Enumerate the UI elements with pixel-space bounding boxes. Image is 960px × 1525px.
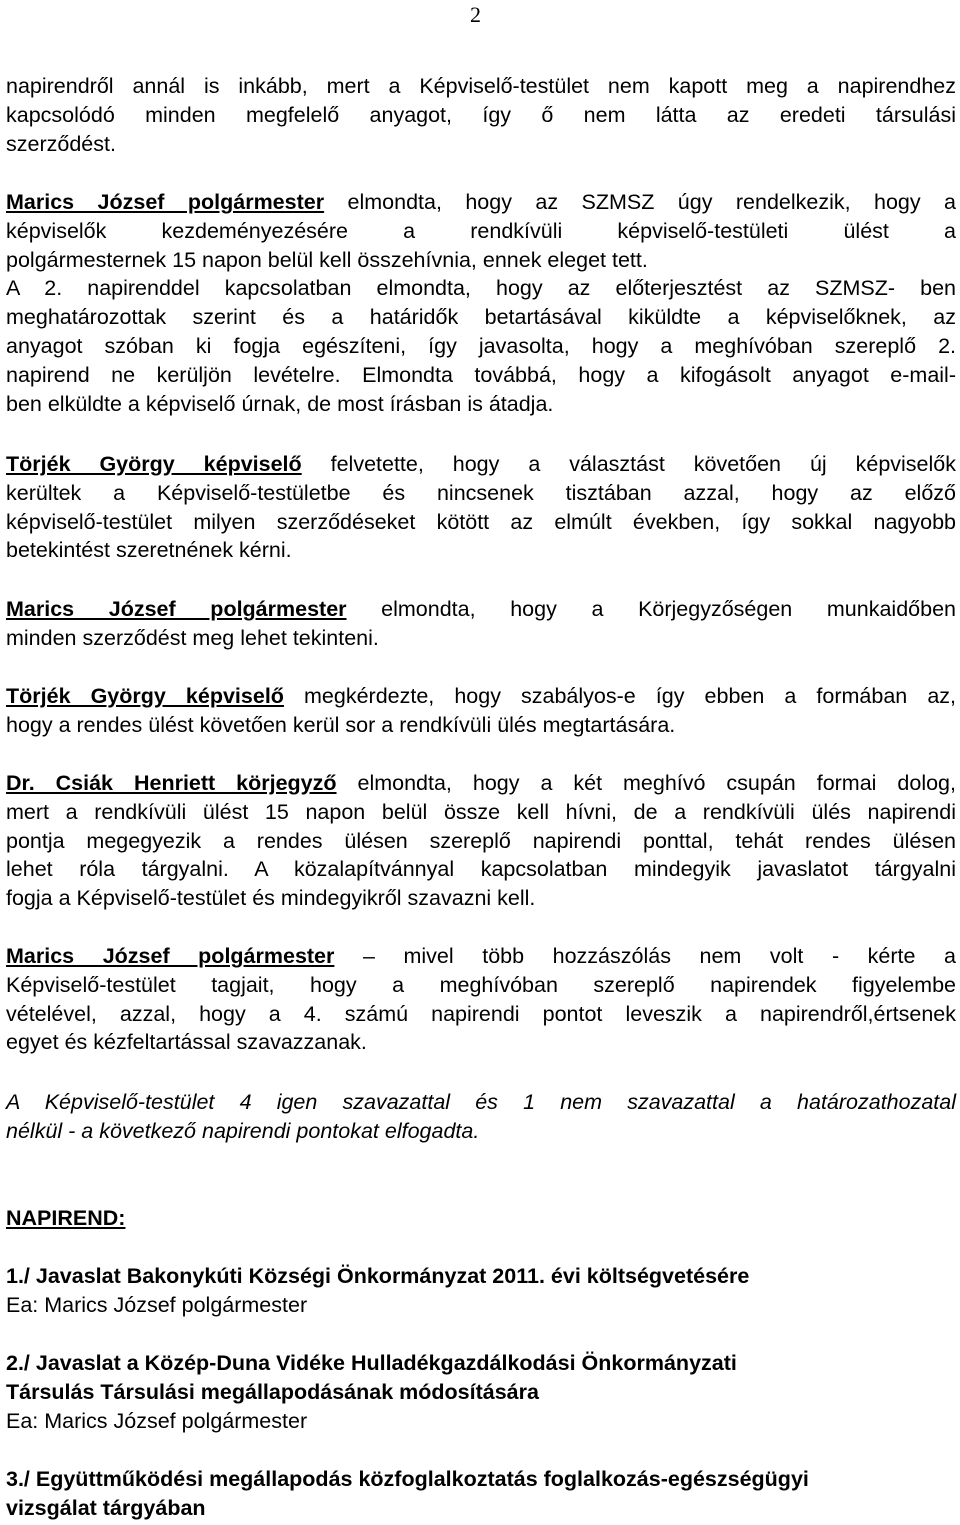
text-line: mert a rendkívüli ülést 15 napon belül össze kell hívni, de a rendkívüli ülés napirendi <box>6 799 956 824</box>
text-line <box>6 450 956 479</box>
agenda-item-title: 1./ Javaslat Bakonykúti Községi Önkormányzat 2011. évi költségvetésére <box>6 1264 750 1288</box>
speaker-name: Dr. Csiák Henriett körjegyző <box>6 771 337 795</box>
paragraph-torjek-1 <box>6 450 956 565</box>
speaker-name: Törjék György képviselő <box>6 684 284 708</box>
speaker-name: Marics József polgármester <box>6 190 325 214</box>
text-line <box>6 769 956 798</box>
text-line: nélkül - a következő napirendi pontokat elfogadta. <box>6 1118 480 1143</box>
agenda-item <box>6 1465 956 1523</box>
paragraph-notary <box>6 769 956 913</box>
text-line <box>6 942 956 971</box>
agenda-item-title: 2./ Javaslat a Közép-Duna Vidéke Hulladékgazdálkodási Önkormányzati <box>6 1351 737 1375</box>
text-line: fogja a Képviselő-testület és mindegyikről szavazni kell. <box>6 886 536 911</box>
agenda-item-title: vizsgálat tárgyában <box>6 1495 206 1520</box>
agenda-item <box>6 1262 956 1320</box>
text-line: lehet róla tárgyalni. A közalapítvánnyal kapcsolatban mindegyik javaslatot tárgyalni <box>6 857 956 882</box>
text-segment: elmondta, hogy a Körjegyzőségen munkaidőben <box>346 597 956 621</box>
text-line: szerződést. <box>6 131 116 156</box>
text-line: minden szerződést meg lehet tekinteni. <box>6 625 379 650</box>
paragraph-continuation <box>6 72 956 158</box>
text-line: napirend ne kerüljön levételre. Elmondta továbbá, hogy a kifogásolt anyagot e-mail- <box>6 362 956 387</box>
text-segment: felvetette, hogy a választást követően új képviselők <box>301 452 956 476</box>
paragraph-mayor-vote <box>6 942 956 1057</box>
text-line: Képviselő-testület tagjait, hogy a meghívóban szereplő napirendek figyelembe <box>6 972 956 997</box>
text-line: napirendről annál is inkább, mert a Képviselő-testület nem kapott meg a napirendhez <box>6 74 956 98</box>
text-line: meghatározottak szerint és a határidők betartásával kiküldte a képviselőknek, az <box>6 305 956 330</box>
text-line: képviselők kezdeményezésére a rendkívüli képviselő-testületi ülést a <box>6 218 956 243</box>
text-line: polgármesternek 15 napon belül kell összehívnia, ennek eleget tett. <box>6 247 648 272</box>
text-line: ben elküldte a képviselő úrnak, de most írásban is átadja. <box>6 391 554 416</box>
paragraph-mayor-szmsz <box>6 188 956 418</box>
text-segment: – mivel több hozzászólás nem volt - kérte a <box>334 944 956 968</box>
agenda-heading: NAPIREND: <box>6 1206 126 1230</box>
text-line: kerültek a Képviselő-testületbe és nincsenek tisztában azzal, hogy az előző <box>6 480 956 505</box>
text-segment: elmondta, hogy a két meghívó csupán formai dolog, <box>336 771 956 795</box>
text-line: anyagot szóban ki fogja egészíteni, így javasolta, hogy a meghívóban szereplő 2. <box>6 333 956 358</box>
speaker-name: Törjék György képviselő <box>6 452 302 476</box>
text-line <box>6 188 956 217</box>
text-line <box>6 682 956 711</box>
text-line: kapcsolódó minden megfelelő anyagot, így ő nem látta az eredeti társulási <box>6 102 956 127</box>
agenda-item-title: Társulás Társulási megállapodásának módosítására <box>6 1379 539 1404</box>
text-line: betekintést szeretnének kérni. <box>6 538 292 563</box>
agenda-section <box>6 1204 956 1233</box>
agenda-item-presenter: Ea: Marics József polgármester <box>6 1292 308 1317</box>
agenda-item-title: 3./ Együttműködési megállapodás közfoglalkoztatás foglalkozás-egészségügyi <box>6 1467 809 1491</box>
text-line <box>6 595 956 624</box>
text-line: egyet és kézfeltartással szavazzanak. <box>6 1030 367 1055</box>
text-line: A 2. napirenddel kapcsolatban elmondta, hogy az előterjesztést az SZMSZ- ben <box>6 276 956 301</box>
speaker-name: Marics József polgármester <box>6 944 335 968</box>
paragraph-torjek-2 <box>6 682 956 740</box>
text-line: A Képviselő-testület 4 igen szavazattal és 1 nem szavazattal a határozathozatal <box>6 1090 956 1114</box>
speaker-name: Marics József polgármester <box>6 597 347 621</box>
text-line: képviselő-testület milyen szerződéseket kötött az elmúlt években, így sokkal nagyobb <box>6 509 956 534</box>
resolution-text <box>6 1088 956 1146</box>
page-number: 2 <box>470 2 481 27</box>
text-line: pontja megegyezik a rendes ülésen szereplő napirendi ponttal, tehát rendes ülésen <box>6 828 956 853</box>
text-segment: elmondta, hogy az SZMSZ úgy rendelkezik, hogy a <box>324 190 957 214</box>
paragraph-mayor-2 <box>6 595 956 653</box>
text-line: hogy a rendes ülést követően kerül sor a rendkívüli ülés megtartására. <box>6 712 676 737</box>
text-line: vételével, azzal, hogy a 4. számú napirendi pontot leveszik a napirendről,értsenek <box>6 1001 956 1026</box>
text-segment: megkérdezte, hogy szabályos-e így ebben a formában az, <box>283 684 957 708</box>
agenda-item <box>6 1349 956 1435</box>
agenda-item-presenter: Ea: Marics József polgármester <box>6 1408 308 1433</box>
